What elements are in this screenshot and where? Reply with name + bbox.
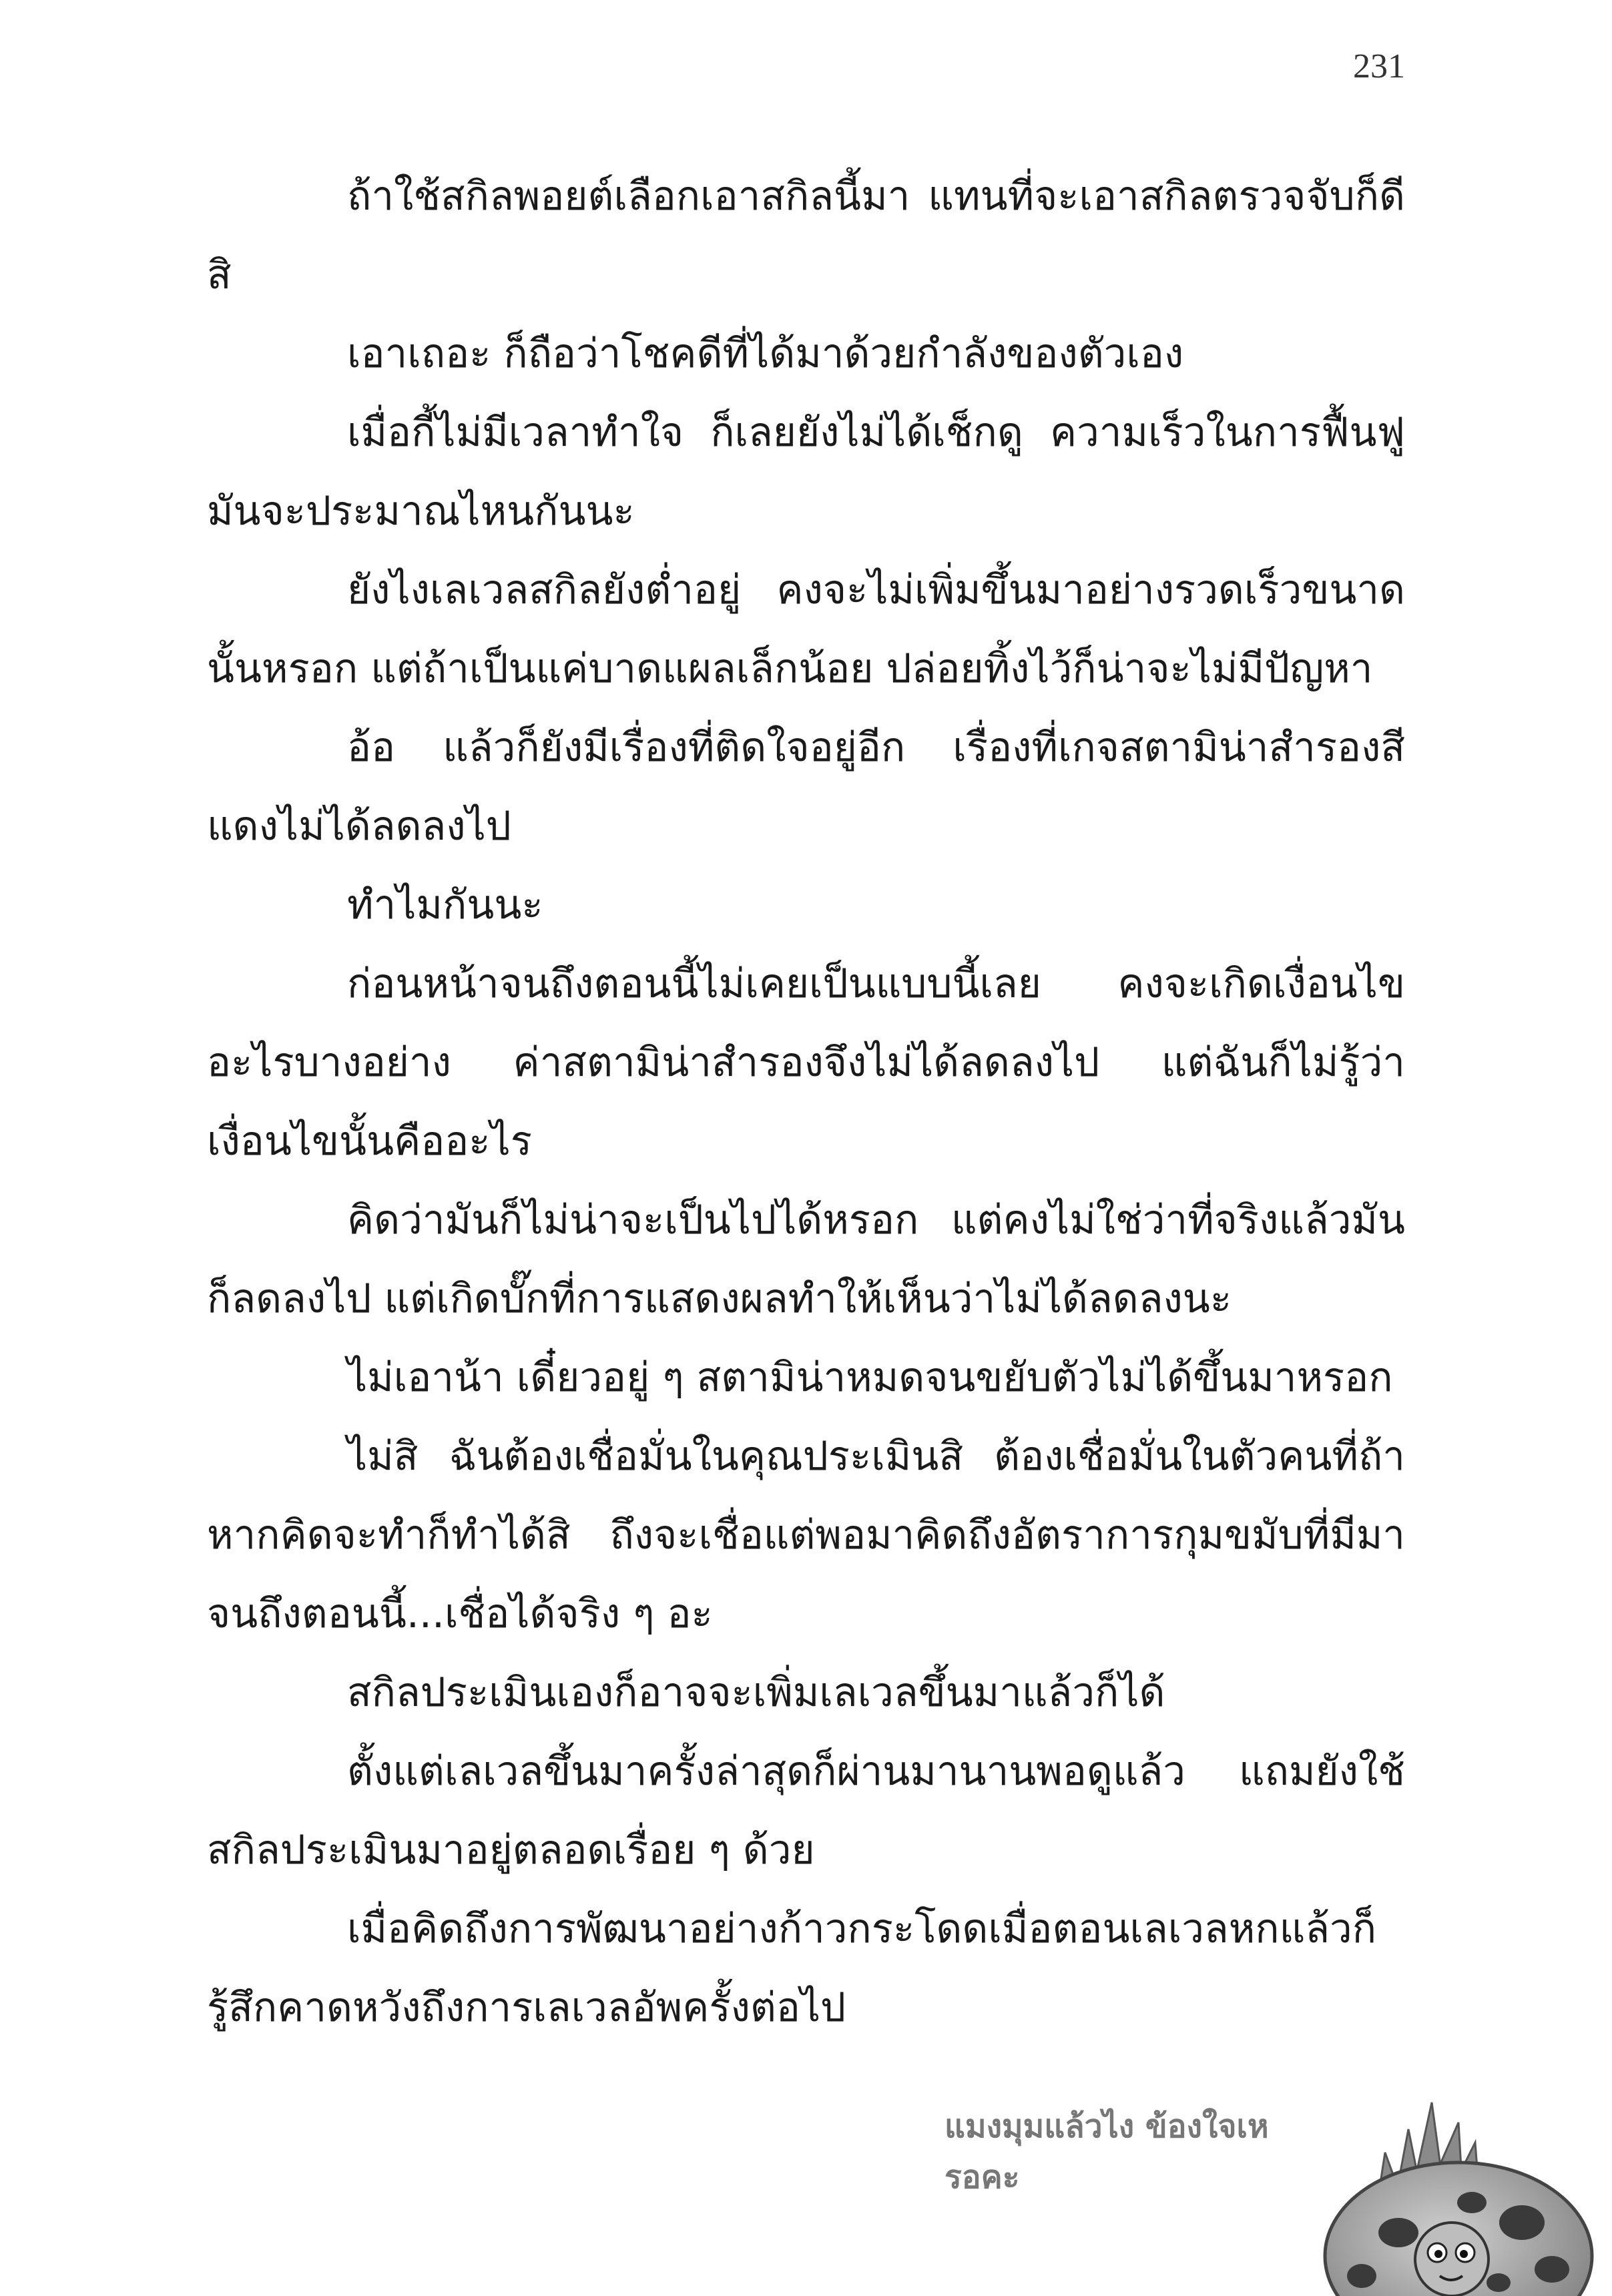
paragraph: สกิลประเมินเองก็อาจจะเพิ่มเลเวลขึ้นมาแล้วก็ได้ (347, 1669, 1165, 1716)
paragraph: ตั้งแต่เลเวลขึ้นมาครั้งล่าสุดก็ผ่านมานานพอดูแล้ว แถมยังใช้สกิลประเมินมาอยู่ตลอดเรื่อย ๆ ด้วย (207, 1748, 1405, 1874)
series-title: แมงมุมแล้วไง ข้องใจเหรอคะ (945, 2108, 1269, 2196)
paragraph: คิดว่ามันก็ไม่น่าจะเป็นไปได้หรอก แต่คงไม่ใช่ว่าที่จริงแล้วมันก็ลดลงไป แต่เกิดบั๊กที่การแสดงผลทำให้เห็นว่าไม่ได้ลดลงนะ (207, 1197, 1405, 1322)
paragraph: เมื่อคิดถึงการพัฒนาอย่างก้าวกระโดดเมื่อตอนเลเวลหกแล้วก็รู้สึกคาดหวังถึงการเลเวลอัพครั้งต่อไป (207, 1906, 1377, 2031)
paragraph: ไม่สิ ฉันต้องเชื่อมั่นในคุณประเมินสิ ต้องเชื่อมั่นในตัวคนที่ถ้าหากคิดจะทำก็ทำได้สิ ถึงจะเชื่อแต่พอมาคิดถึงอัตราการกุมขมับที่มีมาจนถึงตอนนี้...เชื่อได้จริง ๆ อะ (207, 1433, 1405, 1637)
paragraph: อ้อ แล้วก็ยังมีเรื่องที่ติดใจอยู่อีก เรื่องที่เกจสตามิน่าสำรองสีแดงไม่ได้ลดลงไป (207, 724, 1405, 850)
paragraph: เมื่อกี้ไม่มีเวลาทำใจ ก็เลยยังไม่ได้เช็กดู ความเร็วในการฟื้นฟูมันจะประมาณไหนกันนะ (207, 409, 1405, 535)
paragraph: ทำไมกันนะ (347, 882, 543, 928)
spider-egg-mascot-icon (1298, 2089, 1612, 2296)
body-text (207, 157, 1405, 2047)
page-number: 231 (1353, 47, 1405, 85)
paragraph: ก่อนหน้าจนถึงตอนนี้ไม่เคยเป็นแบบนี้เลย คงจะเกิดเงื่อนไขอะไรบางอย่าง ค่าสตามิน่าสำรองจึงไม่ได้ลดลงไป แต่ฉันก็ไม่รู้ว่าเงื่อนไขนั้นคืออะไร (207, 960, 1405, 1165)
paragraph: เอาเถอะ ก็ถือว่าโชคดีที่ได้มาด้วยกำลังของตัวเอง (347, 330, 1184, 377)
page-footer (945, 2089, 1612, 2296)
paragraph: ถ้าใช้สกิลพอยต์เลือกเอาสกิลนี้มา แทนที่จะเอาสกิลตรวจจับก็ดีสิ (207, 173, 1405, 298)
paragraph: ยังไงเลเวลสกิลยังต่ำอยู่ คงจะไม่เพิ่มขึ้นมาอย่างรวดเร็วขนาดนั้นหรอก แต่ถ้าเป็นแค่บาดแผลเล็กน้อย ปล่อยทิ้งไว้ก็น่าจะไม่มีปัญหา (207, 567, 1405, 692)
paragraph: ไม่เอาน้า เดี๋ยวอยู่ ๆ สตามิน่าหมดจนขยับตัวไม่ได้ขึ้นมาหรอก (347, 1354, 1393, 1401)
